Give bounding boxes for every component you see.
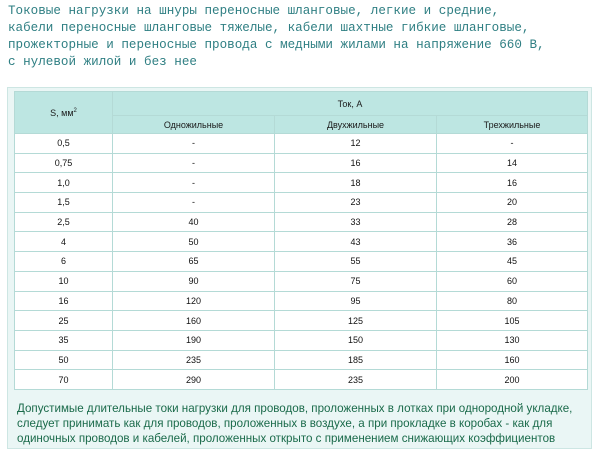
two-core-cell: 185 [275, 350, 437, 370]
cross-section-cell: 16 [15, 291, 113, 311]
table-panel [7, 87, 592, 449]
two-core-cell: 16 [275, 153, 437, 173]
three-core-cell: 60 [437, 271, 588, 291]
cross-section-cell: 0,75 [15, 153, 113, 173]
single-core-cell: 190 [113, 330, 275, 350]
three-core-cell: 16 [437, 173, 588, 193]
two-core-cell: 150 [275, 330, 437, 350]
cross-section-header [15, 92, 113, 134]
table-row [15, 311, 588, 331]
cross-section-cell: 2,5 [15, 212, 113, 232]
three-core-cell: 28 [437, 212, 588, 232]
cross-section-cell: 4 [15, 232, 113, 252]
two-core-cell: 95 [275, 291, 437, 311]
single-core-cell: - [113, 153, 275, 173]
table-row [15, 252, 588, 272]
table-body [15, 134, 588, 390]
cross-section-label: S, мм [50, 107, 74, 118]
three-core-cell: 200 [437, 370, 588, 390]
three-core-cell: 45 [437, 252, 588, 272]
single-core-cell: 50 [113, 232, 275, 252]
table-row [15, 291, 588, 311]
two-core-cell: 43 [275, 232, 437, 252]
cross-section-cell: 1,0 [15, 173, 113, 193]
column-header-three-core: Трехжильные [437, 116, 588, 134]
page-title: Токовые нагрузки на шнуры переносные шланговые, легкие и средние, кабели переносные шланговые тяжелые, кабели шахтные гибкие шланговые, прожекторные и переносные провода с медными жилами на напряжение 660 В, с нулевой жилой и без нее [8, 4, 545, 69]
single-core-cell: - [113, 193, 275, 213]
cross-section-cell: 10 [15, 271, 113, 291]
table-row [15, 193, 588, 213]
two-core-cell: 235 [275, 370, 437, 390]
table-row [15, 212, 588, 232]
two-core-cell: 125 [275, 311, 437, 331]
three-core-cell: 105 [437, 311, 588, 331]
single-core-cell: 90 [113, 271, 275, 291]
cross-section-cell: 50 [15, 350, 113, 370]
single-core-cell: - [113, 134, 275, 154]
table-row [15, 173, 588, 193]
table-row [15, 330, 588, 350]
cross-section-cell: 1,5 [15, 193, 113, 213]
column-header-single-core: Одножильные [113, 116, 275, 134]
single-core-cell: 65 [113, 252, 275, 272]
two-core-cell: 75 [275, 271, 437, 291]
table-row [15, 232, 588, 252]
two-core-cell: 55 [275, 252, 437, 272]
cross-section-cell: 35 [15, 330, 113, 350]
table-row [15, 350, 588, 370]
footnote: Допустимые длительные токи нагрузки для проводов, проложенных в лотках при однородной укладке, следует принимать как для проводов, проложенных в воздухе, а при прокладке в коробах - как для одиночных проводов и кабелей, проложенных открыто с применением снижающих коэффициентов [17, 402, 573, 445]
cross-section-cell: 70 [15, 370, 113, 390]
cross-section-cell: 25 [15, 311, 113, 331]
single-core-cell: 290 [113, 370, 275, 390]
three-core-cell: 80 [437, 291, 588, 311]
table-row [15, 370, 588, 390]
single-core-cell: 235 [113, 350, 275, 370]
column-header-two-core: Двухжильные [275, 116, 437, 134]
current-load-table [14, 91, 588, 390]
three-core-cell: 14 [437, 153, 588, 173]
three-core-cell: 160 [437, 350, 588, 370]
table-row [15, 271, 588, 291]
three-core-cell: 130 [437, 330, 588, 350]
three-core-cell: - [437, 134, 588, 154]
three-core-cell: 20 [437, 193, 588, 213]
two-core-cell: 33 [275, 212, 437, 232]
single-core-cell: 160 [113, 311, 275, 331]
three-core-cell: 36 [437, 232, 588, 252]
table-row [15, 134, 588, 154]
two-core-cell: 18 [275, 173, 437, 193]
cross-section-cell: 0,5 [15, 134, 113, 154]
table-row [15, 153, 588, 173]
two-core-cell: 12 [275, 134, 437, 154]
single-core-cell: 40 [113, 212, 275, 232]
single-core-cell: 120 [113, 291, 275, 311]
cross-section-unit-superscript: 2 [73, 107, 77, 114]
cross-section-cell: 6 [15, 252, 113, 272]
two-core-cell: 23 [275, 193, 437, 213]
current-header: Ток, А [113, 92, 588, 116]
single-core-cell: - [113, 173, 275, 193]
